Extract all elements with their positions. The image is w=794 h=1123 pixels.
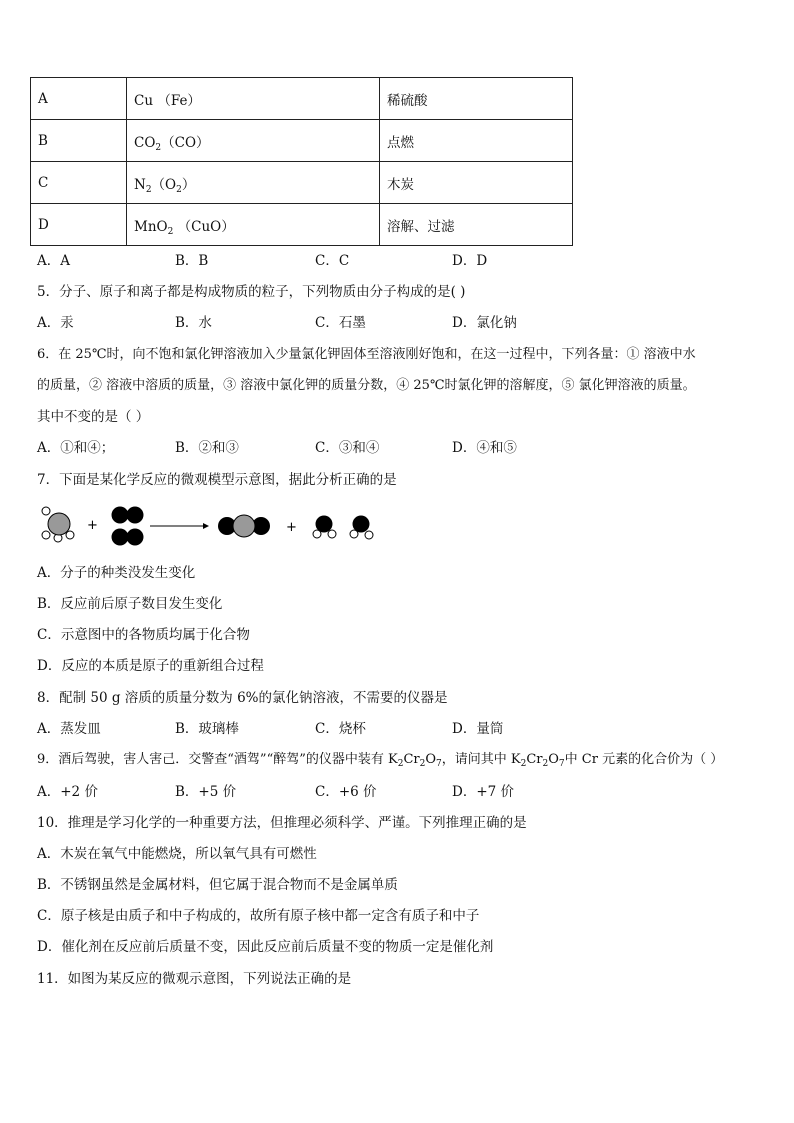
option-a[interactable]: A．①和④；	[37, 440, 115, 456]
table-row	[31, 204, 573, 246]
option-c[interactable]: C．C	[315, 253, 350, 269]
q7-stem: 7．下面是某化学反应的微观模型示意图，据此分析正确的是	[37, 472, 397, 488]
option-c[interactable]: C．③和④	[315, 440, 380, 456]
plus-sign: +	[87, 518, 98, 533]
plus-sign: +	[286, 520, 297, 535]
subscript: 2	[542, 759, 549, 769]
subscript: 2	[155, 142, 162, 153]
formula-text: （CO）	[161, 134, 210, 151]
q11-stem: 11．如图为某反应的微观示意图，下列说法正确的是	[37, 971, 352, 987]
option-a[interactable]: A．蒸发皿	[37, 721, 101, 737]
reagent-cell: 木炭	[380, 162, 573, 204]
substance-cell: Cu （Fe）	[127, 78, 380, 120]
q6-stem-line1: 6．在 25℃时，向不饱和氯化钾溶液加入少量氯化钾固体至溶液刚好饱和，在这一过程中，下列各量：① 溶液中水	[37, 347, 696, 362]
substance-cell	[127, 204, 380, 246]
option-d[interactable]: D．氯化钠	[452, 315, 517, 331]
q7-option-c[interactable]: C．示意图中的各物质均属于化合物	[37, 627, 250, 643]
option-d[interactable]: D．量筒	[452, 721, 504, 737]
formula-text: （O	[151, 176, 177, 193]
option-d[interactable]: D．D	[452, 253, 488, 269]
subscript: 2	[176, 184, 182, 195]
q10-option-a[interactable]: A．木炭在氧气中能燃烧，所以氧气具有可燃性	[37, 846, 317, 862]
subscript: 7	[436, 759, 442, 769]
reaction-diagram	[38, 501, 388, 553]
stem-text: O	[548, 752, 559, 767]
q7-option-b[interactable]: B．反应前后原子数目发生变化	[37, 596, 223, 612]
subscript: 7	[558, 759, 565, 769]
subscript: 2	[520, 759, 527, 769]
substance-cell	[127, 120, 380, 162]
formula-text: CO	[134, 134, 156, 151]
q6-stem-line2: 的质量，② 溶液中溶质的质量，③ 溶液中氯化钾的质量分数，④ 25℃时氯化钾的溶解度，⑤ 氯化钾溶液的质量。	[37, 378, 696, 393]
subscript: 2	[419, 759, 426, 769]
q6-stem-line3: 其中不变的是（ ）	[37, 409, 150, 425]
q7-option-d[interactable]: D．反应的本质是原子的重新组合过程	[37, 658, 264, 674]
reagent-cell: 稀硫酸	[380, 78, 573, 120]
reagent-cell: 溶解、过滤	[380, 204, 573, 246]
stem-text: O	[425, 752, 437, 767]
reactant-molecule-1	[42, 507, 74, 542]
product-molecule-2	[313, 516, 373, 540]
formula-text: N	[134, 176, 146, 193]
option-c[interactable]: C．+6 价	[315, 784, 377, 800]
q8-stem: 8．配制 50 g 溶质的质量分数为 6%的氯化钠溶液，不需要的仪器是	[37, 690, 448, 706]
stem-text: 中 Cr 元素的化合价为（ ）	[564, 752, 724, 767]
product-molecule-1	[218, 515, 270, 537]
q10-option-b[interactable]: B．不锈钢虽然是金属材料，但它属于混合物而不是金属单质	[37, 877, 398, 893]
option-b[interactable]: B．水	[175, 315, 212, 331]
option-d[interactable]: D．+7 价	[452, 784, 515, 800]
option-a[interactable]: A．A	[37, 253, 70, 269]
substance-cell	[127, 162, 380, 204]
q5-stem: 5．分子、原子和离子都是构成物质的粒子，下列物质由分子构成的是( )	[37, 284, 466, 300]
option-b[interactable]: B．玻璃棒	[175, 721, 239, 737]
formula-text: ）	[181, 176, 196, 193]
subscript: 2	[167, 226, 174, 237]
row-label: B	[31, 120, 127, 162]
table-row	[31, 120, 573, 162]
q10-option-d[interactable]: D．催化剂在反应前后质量不变，因此反应前后质量不变的物质一定是催化剂	[37, 939, 494, 955]
table-row	[31, 78, 573, 120]
reaction-arrow	[150, 523, 209, 529]
q9-stem	[37, 750, 723, 770]
reagent-cell: 点燃	[380, 120, 573, 162]
stem-text: ，请问其中 K	[441, 752, 521, 767]
stem-text: Cr	[526, 752, 543, 767]
impurity-removal-table	[30, 77, 573, 246]
stem-text: 9．酒后驾驶，害人害己．交警查“酒驾”“醉驾”的仪器中装有 K	[37, 752, 398, 767]
option-a[interactable]: A．汞	[37, 315, 74, 331]
formula-text: （CuO）	[173, 218, 235, 235]
subscript: 2	[397, 759, 404, 769]
table-row	[31, 162, 573, 204]
q7-option-a[interactable]: A．分子的种类没发生变化	[37, 565, 196, 581]
option-b[interactable]: B．+5 价	[175, 784, 237, 800]
reactant-molecule-2	[112, 507, 144, 546]
option-c[interactable]: C．烧杯	[315, 721, 366, 737]
row-label: D	[31, 204, 127, 246]
q10-option-c[interactable]: C．原子核是由质子和中子构成的，故所有原子核中都一定含有质子和中子	[37, 908, 480, 924]
option-a[interactable]: A．+2 价	[37, 784, 98, 800]
subscript: 2	[145, 184, 152, 195]
row-label: C	[31, 162, 127, 204]
formula-text: MnO	[134, 218, 168, 235]
stem-text: Cr	[403, 752, 420, 767]
row-label: A	[31, 78, 127, 120]
option-c[interactable]: C．石墨	[315, 315, 366, 331]
option-b[interactable]: B．②和③	[175, 440, 239, 456]
q10-stem: 10．推理是学习化学的一种重要方法，但推理必须科学、严谨。下列推理正确的是	[37, 815, 527, 831]
option-d[interactable]: D．④和⑤	[452, 440, 517, 456]
option-b[interactable]: B．B	[175, 253, 209, 269]
